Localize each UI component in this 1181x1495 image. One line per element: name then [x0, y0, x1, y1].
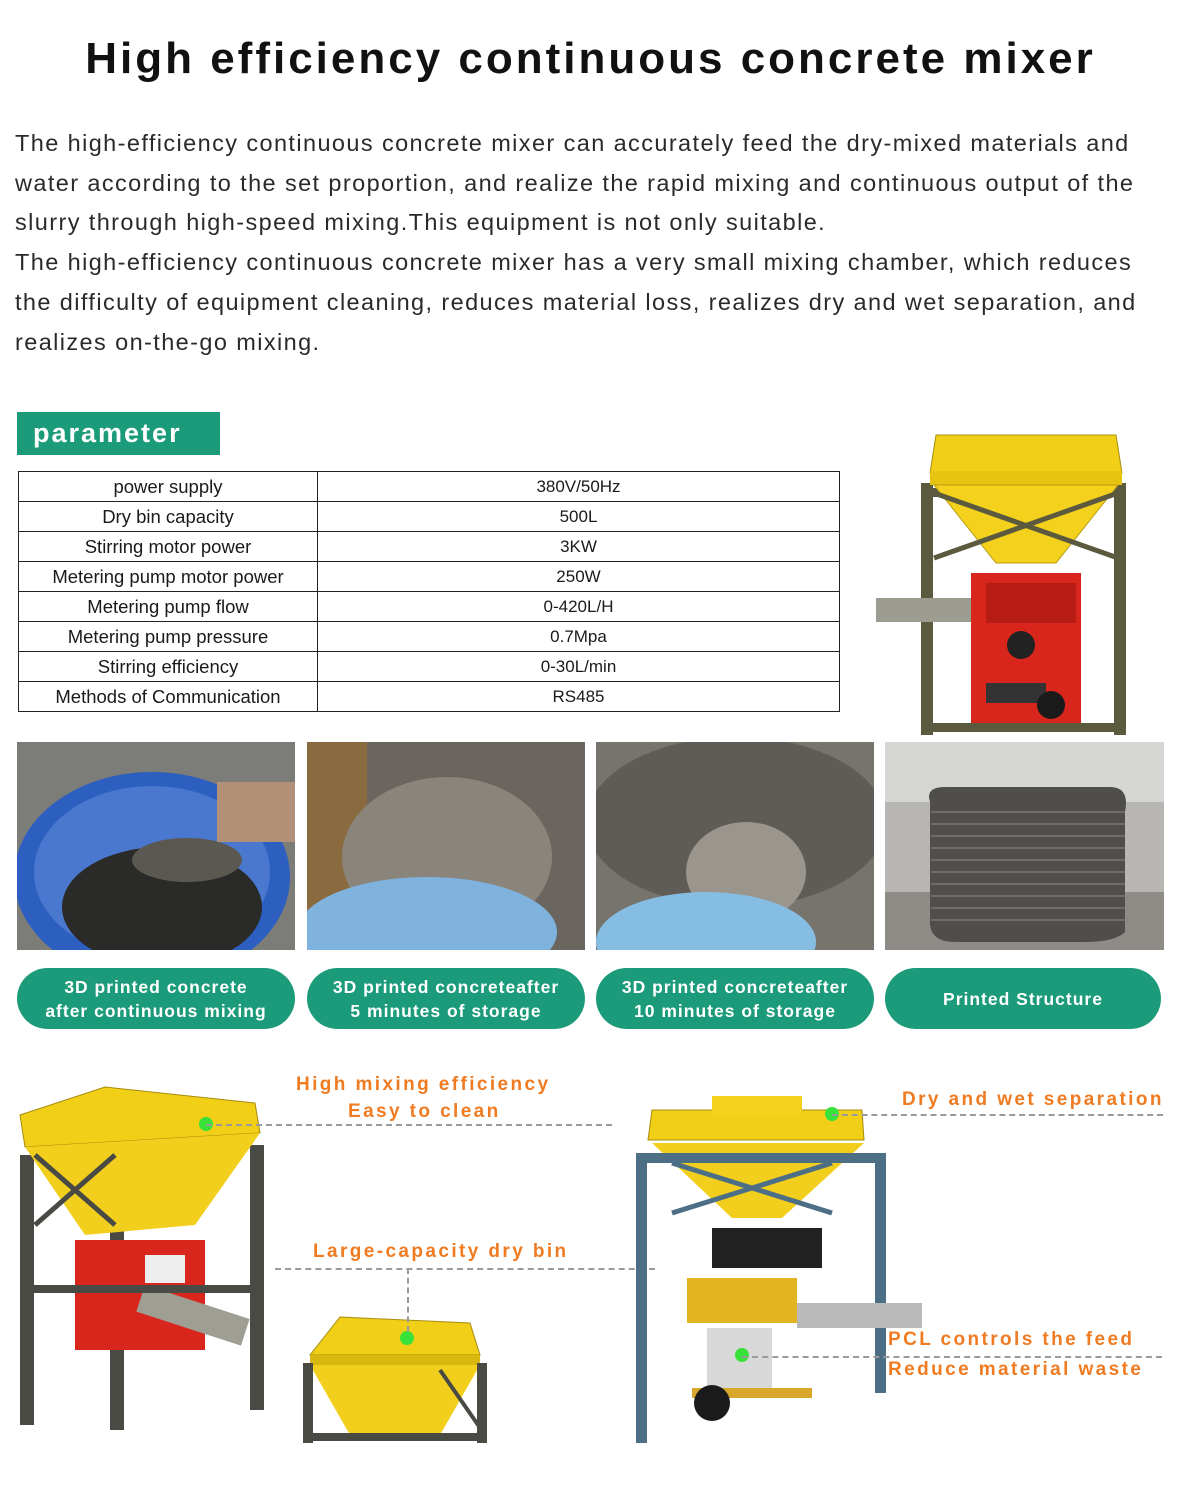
callout-separation: Dry and wet separation	[902, 1089, 1164, 1110]
leader-line-dry-bin-vertical	[407, 1268, 409, 1332]
mixer-blue-frame-photo	[632, 1088, 932, 1448]
param-value: 0-30L/min	[318, 652, 840, 682]
param-name: Metering pump pressure	[19, 622, 318, 652]
caption-continuous-mixing: 3D printed concrete after continuous mixing	[17, 968, 295, 1029]
marker-dot-dry-bin	[400, 1331, 414, 1345]
parameter-heading: parameter	[17, 412, 220, 455]
leader-line-separation	[832, 1114, 1163, 1116]
caption-printed-structure: Printed Structure	[885, 968, 1161, 1029]
table-row	[19, 682, 840, 712]
param-name: Metering pump motor power	[19, 562, 318, 592]
param-value: 500L	[318, 502, 840, 532]
page-title: High efficiency continuous concrete mixer	[85, 34, 1096, 83]
intro-paragraph-2: The high-efficiency continuous concrete mixer has a very small mixing chamber, which reduces the difficulty of equipment cleaning, reduces material loss, realizes dry and wet separation, and realizes on-the-go mixing.	[15, 249, 1137, 355]
table-row	[19, 562, 840, 592]
intro-paragraph-1: The high-efficiency continuous concrete mixer can accurately feed the dry-mixed materials and water according to the set proportion, and realize the rapid mixing and continuous output of the slurry through high-speed mixing.This equipment is not only suitable.	[15, 130, 1135, 236]
photo-5-min-storage	[307, 742, 585, 950]
photo-continuous-mixing	[17, 742, 295, 950]
callout-mixing-efficiency: High mixing efficiency Easy to clean	[296, 1074, 551, 1122]
caption-10-min-storage: 3D printed concreteafter 10 minutes of storage	[596, 968, 874, 1029]
param-value: 250W	[318, 562, 840, 592]
dry-bin-photo	[300, 1315, 490, 1445]
param-value: RS485	[318, 682, 840, 712]
mixer-angled-photo	[15, 1085, 275, 1435]
param-name: Methods of Communication	[19, 682, 318, 712]
param-name: Metering pump flow	[19, 592, 318, 622]
callout-plc-feed: PCL controls the feed Reduce material waste	[888, 1329, 1144, 1380]
param-name: power supply	[19, 472, 318, 502]
photo-printed-structure	[885, 742, 1164, 950]
leader-line-dry-bin	[275, 1268, 655, 1270]
photo-10-min-storage	[596, 742, 874, 950]
table-row	[19, 652, 840, 682]
table-row	[19, 622, 840, 652]
param-name: Dry bin capacity	[19, 502, 318, 532]
table-row	[19, 532, 840, 562]
param-value: 380V/50Hz	[318, 472, 840, 502]
table-row	[19, 472, 840, 502]
param-name: Stirring motor power	[19, 532, 318, 562]
mixer-product-photo	[866, 433, 1166, 738]
caption-5-min-storage: 3D printed concreteafter 5 minutes of storage	[307, 968, 585, 1029]
table-row	[19, 502, 840, 532]
param-value: 0-420L/H	[318, 592, 840, 622]
intro-text	[15, 124, 1165, 362]
param-name: Stirring efficiency	[19, 652, 318, 682]
param-value: 3KW	[318, 532, 840, 562]
table-row	[19, 592, 840, 622]
param-value: 0.7Mpa	[318, 622, 840, 652]
callout-dry-bin: Large-capacity dry bin	[313, 1241, 569, 1262]
parameter-table	[18, 471, 840, 712]
marker-dot-plc	[735, 1348, 749, 1362]
